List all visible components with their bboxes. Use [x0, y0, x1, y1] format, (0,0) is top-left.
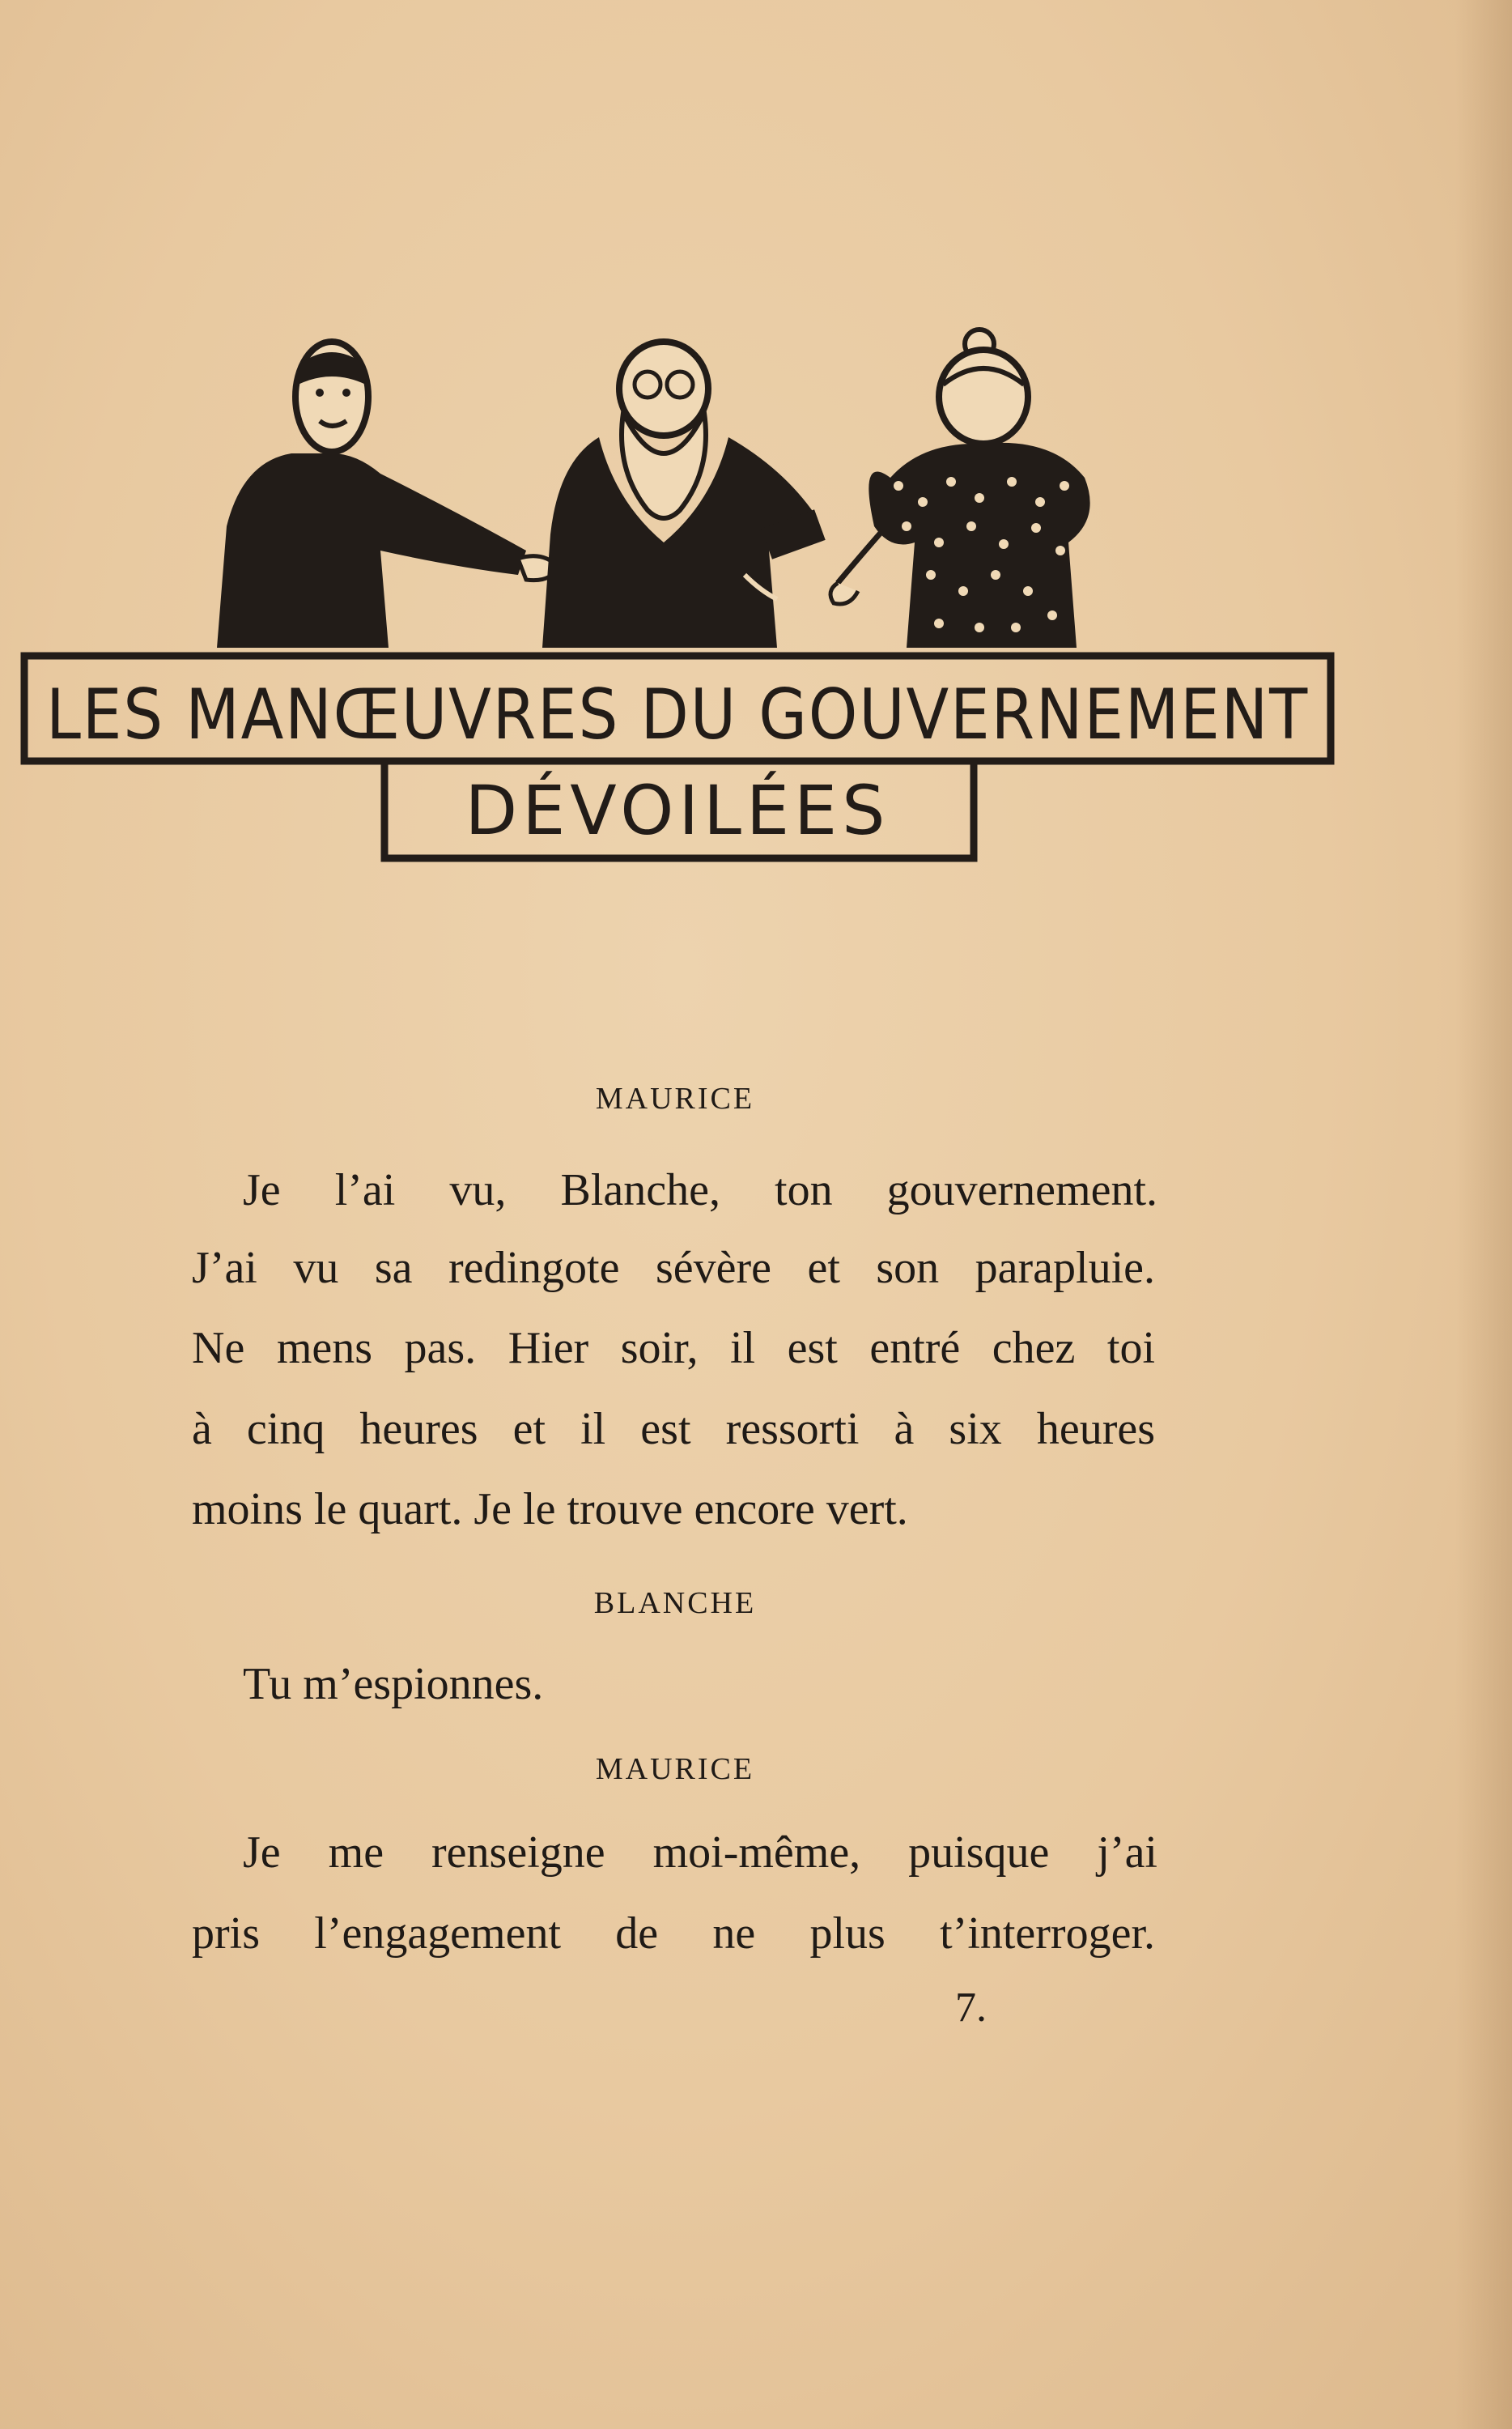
speaker-name: MAURICE	[595, 1082, 755, 1116]
dialogue-line: pris l’engagement de ne plus t’interroger.	[192, 1908, 1155, 1959]
dialogue-line: Tu m’espionnes.	[243, 1659, 544, 1709]
dialogue-line: moins le quart. Je le trouve encore vert.	[192, 1484, 908, 1534]
figure-middle	[542, 342, 826, 648]
page-number: 7.	[955, 1984, 987, 2031]
figure-right	[830, 330, 1090, 648]
speaker-name: BLANCHE	[593, 1586, 757, 1620]
title-illustration	[0, 308, 1512, 891]
illustration-title-line-1: LES MANŒUVRES DU GOUVERNEMENT	[46, 674, 1309, 755]
dialogue-line: Je me renseigne moi-même, puisque j’ai	[243, 1827, 1157, 1878]
illustration-title-line-2: DÉVOILÉES	[465, 771, 890, 850]
figure-left	[217, 342, 559, 648]
dialogue-line: J’ai vu sa redingote sévère et son parapluie.	[192, 1243, 1155, 1293]
dialogue-line: Je l’ai vu, Blanche, ton gouvernement.	[243, 1165, 1157, 1215]
speaker-name: MAURICE	[595, 1752, 755, 1786]
dialogue-line: à cinq heures et il est ressorti à six heures	[192, 1404, 1155, 1454]
dialogue-line: Ne mens pas. Hier soir, il est entré chez toi	[192, 1323, 1155, 1373]
